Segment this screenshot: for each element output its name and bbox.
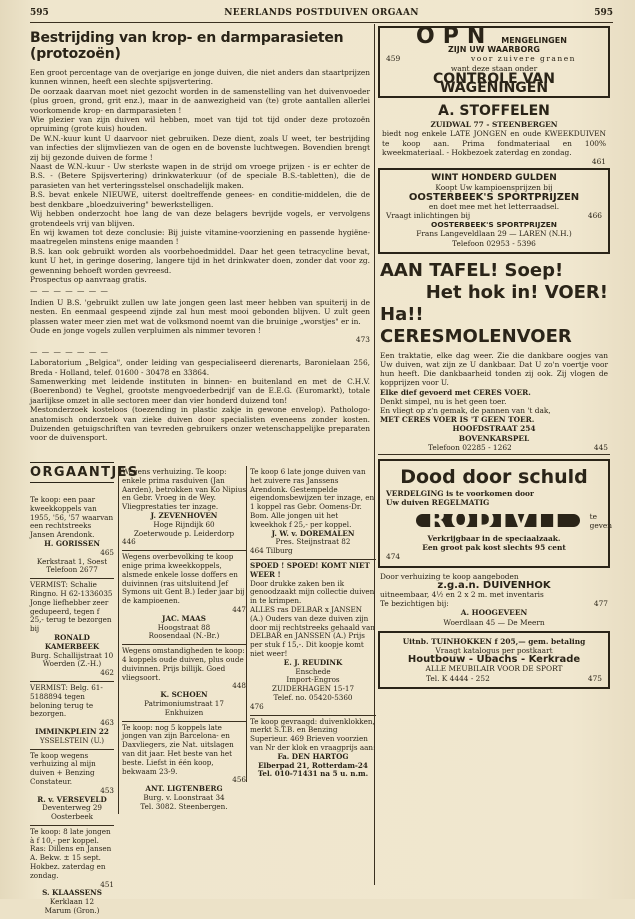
classified-column-3 bbox=[246, 466, 376, 782]
classified-ad: Te koop wegens verhuizing al mijn duiven + Benzing Constateur. 453 R. v. VERSEVELD Deventerweg 29 Oosterbeek bbox=[30, 750, 114, 826]
tuinhok-advertisement: Uitnb. TUINHOKKEN f 205,— gem. betaling Vraagt katalogus per postkaart Houtbouw - Ubachs - Kerkrade ALLE MEUBILAIR VOOR DE SPORT Tel. K 4444 - 252 475 bbox=[378, 631, 610, 689]
opn-brand: OPN bbox=[416, 24, 494, 49]
article-paragraph: Wie plezier van zijn duiven wil hebben, moet van tijd tot tijd onder deze protozoën opruiming (grote kuis) houden. bbox=[30, 115, 370, 134]
article-paragraph: B.S. bevat enkele NIEUWE, uiterst doeltreffende genees- en conditie-middelen, die de best denkbare „bloedzuivering" bewerkstelligen. bbox=[30, 190, 370, 209]
ad-number: 473 bbox=[355, 335, 370, 345]
rodivit-logo: RODIVIT bbox=[416, 514, 580, 527]
article-paragraph: Mestonderzoek kosteloos (toezending in plastic zakje in gewone envelop). Pathologo-anatomisch onderzoek van zieke duiven door specialisten eveneens zonder kosten. Duizenden getuigschriften van tevreden gebruikers onzer wetenschappelijke preparaten voor de duivensport. bbox=[30, 405, 370, 443]
page-header bbox=[30, 8, 613, 23]
classified-ad: VERMIST: Belg. 61-5188894 tegen beloning terug te bezorgen. 463 IMMINKPLEIN 22 YSSELSTEIN (U.) bbox=[30, 682, 114, 750]
classified-column-2 bbox=[118, 466, 246, 814]
journal-title: NEERLANDS POSTDUIVEN ORGAAN bbox=[224, 8, 419, 18]
classified-ad: Te koop: nog 5 koppels late jongen van zijn Barcelona- en Daxvliegers, zie Nat. uitslagen van dit jaar. Het beste van het beste. Liefst in één koop, bekwaam 23-9. 456 ANT. LIGTENBERG Burg. v. Loonstraat 34 Tel. 3082. Steenbergen. bbox=[122, 722, 246, 811]
advertiser-name: H. GORISSEN bbox=[44, 538, 100, 548]
article-paragraph: Oude en jonge vogels zullen verpluimen als nimmer tevoren ! bbox=[30, 325, 261, 335]
classified-ad: Te koop: 8 late jongen à f 10,- per koppel. Ras: Dillens en Jansen A. Bekw. ± 15 sept. Hokbez. zaterdag en zondag. 451 S. KLAASSENS Kerklaan 12 Marum (Gron.) bbox=[30, 826, 114, 916]
opn-advertisement: OPN MENGELINGEN ZIJN UW WAARBORG 459 voor zuivere granen want deze staan onder CONTROLE VAN WAGENINGEN bbox=[378, 26, 610, 98]
article-paragraph: Indien U B.S. 'gebruikt zullen uw late jongen geen last meer hebben van spuiterij in de nesten. En eenmaal gespeend zijnde zal hun mest mooi gebonden blijven. U zult geen plassen water meer zien met wat de volksmond noemt van die bruinige „worstjes" er in. bbox=[30, 297, 370, 326]
advertiser-name: ANT. LIGTENBERG bbox=[145, 784, 223, 794]
classified-ad: SPOED ! SPOED! KOMT NIET WEER ! Door drukke zaken ben ik genoodzaakt mijn collectie duiven in te krimpen. ALLES ras DELBAR x JANSEN (A.) Ouders van deze duiven zijn door mij rechtstreeks gehaald van DELBAR en JANSSEN (A.) Prijs per stuk f 15,-. Dit koopje komt niet weer! E. J. REUDINK Enschede Import-Engros ZUIDERHAGEN 15-17 Telef. no. 05420-5360 476 bbox=[250, 560, 376, 716]
advertiser-name: Fa. DEN HARTOG bbox=[277, 751, 349, 761]
article bbox=[30, 26, 370, 443]
stoffelen-advertisement: A. STOFFELEN ZUIDWAL 77 - STEENBERGEN biedt nog enkele LATE JONGEN en oude KWEEKDUIVEN te koop aan. Prima fondmateriaal en 100% kweekmateriaal. - Hokbezoek zaterdag en zondag. 461 bbox=[382, 103, 606, 167]
classified-ad: Wegens verhuizing. Te koop: enkele prima rasduiven (Jan Aarden), betrokken van Ko Nipius en Gebr. Vroeg in de Wey. Vliegprestaties ter inzage. J. ZEVENHOVEN Hoge Rijndijk 60 Zoeterwoude p. Leiderdorp 446 bbox=[122, 466, 246, 551]
article-paragraph: Prospectus op aanvraag gratis. bbox=[30, 274, 147, 284]
advertiser-name: R. v. VERSEVELD bbox=[37, 794, 107, 804]
classified-ad: VERMIST: Schalie Ringno. H 62-1336035 Jonge liefhebber zeer gedupeerd, tegen f 25,- terug te bezorgen bij RONALD KAMERBEEK Burg. Schallijstraat 10 Woerden (Z.-H.) 462 bbox=[30, 579, 114, 682]
classified-ad: Te koop 6 late jonge duiven van het zuivere ras Janssens Arendonk. Gestempelde eigendomsbewijzen ter inzage, en 1 koppel ras Gebr. Oomens-Dr. Bom. Alle jongen uit het kweekhok f 25,- per koppel. J. W. v. DOREMALEN Pres. Steijnstraat 82 464 Tilburg bbox=[250, 466, 376, 560]
page-number-right: 595 bbox=[594, 8, 613, 18]
orgaantjes-heading: ORGAANTJES bbox=[30, 462, 114, 483]
article-paragraph: Een groot percentage van de overjarige en jonge duiven, die niet anders dan staartprijzen kunnen winnen, heeft een slechte spijsvertering. bbox=[30, 68, 370, 87]
separator: — — — — — — — bbox=[30, 346, 109, 356]
classified-ad: Te koop gevraagd: duivenklokken, merkt S.T.B. en Benzing Superieur. 469 Brieven voorzien van Nr der klok en vraagprijs aan: Fa. DEN HARTOG Elberpad 21, Rotterdam-24 Tel. 010-71431 na 5 u. n.m. bbox=[250, 716, 376, 779]
article-paragraph: En wij kwamen tot deze conclusie: Bij juiste vitamine-voorziening en passende hygiëne-maatregelen minstens enige maanden ! bbox=[30, 227, 370, 247]
article-paragraph: De W.N.-kuur kunt U daarvoor niet gebruiken. Deze dient, zoals U weet, ter bestrijding van infecties der slijmvliezen van de ogen en de bovenste luchtwegen. Bovendien brengt zij bij gezonde duiven de forme ! bbox=[30, 133, 370, 162]
page-number-left: 595 bbox=[30, 8, 49, 18]
separator: — — — — — — — bbox=[30, 286, 109, 296]
advertiser-name: J. ZEVENHOVEN bbox=[150, 510, 218, 520]
article-paragraph: Laboratorium „Belgica", onder leiding van gespecialiseerd dierenarts, Baronielaan 256, Breda - Holland, telef. 01600 - 30478 en 33864. bbox=[30, 358, 370, 377]
advertiser-name: K. SCHOEN bbox=[160, 690, 208, 700]
advertisement-column bbox=[378, 24, 613, 689]
ceresmolenvoer-advertisement: AAN TAFEL! Soep! Het hok in! VOER! Ha!! CERESMOLENVOER Een traktatie, elke dag weer. Zie die dankbare oogjes van Uw duiven, wat zijn ze U dankbaar. Dat U zo'n voertje voor hun heeft. Die dankbaarheid tonden zij ook. Zij vlogen de kopprijzen voor U. Elke dief gevoerd met CERES VOER. Denkt simpel, nu is het geen toer. En vliegt op z'n gemak, de pannen van 't dak, MET CERES VOER IS 'T GEEN TOER. HOOFDSTRAAT 254 BOVENKARSPEL Telefoon 02285 - 1262 445 bbox=[378, 254, 610, 455]
article-heading: Bestrijding van krop- en darmparasieten (protozoën) bbox=[30, 30, 344, 62]
advertiser-name: J. W. v. DOREMALEN bbox=[271, 528, 355, 538]
duivenhok-advertisement: Door verhuizing te koop aangeboden z.g.a.n. DUIVENHOK uitneembaar, 4½ en 2 x 2 m. met inventaris Te bezichtigen bij: 477 A. HOOGEVEEN Woerdlaan 45 — De Meern bbox=[380, 571, 608, 627]
classified-ad: Wegens overbevolking te koop enige prima kweekkoppels, alsmede enkele losse doffers en duivinnen (ras uitsluitend Jef Symons uit Gent B.) Ieder jaar bij de kampioenen. 447 JAC. MAAS Hoogstraat 88 Roosendaal (N.-Br.) bbox=[122, 551, 246, 645]
article-paragraph: Samenwerking met leidende instituten in binnen- en buitenland en met de C.H.V. (Boerenbond) te Veghel, grootste mengvoederbedrijf van de E.E.G. (Euromarkt), totale jaarlijkse omzet in alle sectoren meer dan vier honderd duizend ton! bbox=[30, 377, 370, 405]
orgaantjes-section bbox=[30, 462, 376, 916]
article-paragraph: B.S. kan ook gebruikt worden als voorbehoedmiddel. Daar het geen tetracycline bevat, kunt U het, in geringe dosering, langere tijd in het drinkwater doen, zonder dat voor zg. gewenning behoeft worden gevreesd. bbox=[30, 246, 370, 275]
advertiser-name: S. KLAASSENS bbox=[42, 888, 102, 898]
rodivit-advertisement: Dood door schuld VERDELGING is te voorkomen door Uw duiven REGELMATIG RODIVIT te geven Verkrijgbaar in de speciaalzaak. Een groot pak kost slechts 95 cent 474 bbox=[378, 459, 610, 567]
advertiser-name: RONALD KAMERBEEK bbox=[44, 632, 100, 651]
article-paragraph: Wij hebben onderzocht hoe lang de van deze belagers bevrijde vogels, er vervolgens grotendeels vrij van blijven. bbox=[30, 209, 370, 228]
classified-column-1 bbox=[30, 494, 114, 919]
advertiser-name: JAC. MAAS bbox=[162, 613, 206, 623]
classified-ad: Te koop: een paar kweekkoppels van 1955, '56, '57 waarvan een rechtstreeks Jansen Arendonk. H. GORISSEN 465 Kerkstraat 1, Soest Telefoon 2677 bbox=[30, 494, 114, 579]
article-paragraph: Naast de W.N.-kuur - Uw sterkste wapen in de strijd om vroege prijzen - is er echter de B.S. - (Betere Spijsvertering) drinkwaterkuur (of de speciale B.S.-tabletten), die de parasieten van het verteringsstelsel onschadelijk maken. bbox=[30, 162, 370, 190]
article-paragraph: De oorzaak daarvan moet niet gezocht worden in de samenstelling van het duivenvoeder (plus groen, grond, grit enz.), maar in de aanwezigheid van (te) grote aantallen allerlei voorkomende krop- en darmparasieten ! bbox=[30, 86, 370, 115]
advertiser-name: IMMINKPLEIN 22 bbox=[35, 726, 109, 736]
classified-ad: Wegens omstandigheden te koop: 4 koppels oude duiven, plus oude duivinnen. Prijs billijk. Goed vliegsoort. 448 K. SCHOEN Patrimoniumstraat 17 Enkhuizen bbox=[122, 645, 246, 721]
wint-advertisement: WINT HONDERD GULDEN Koopt Uw kampioensprijzen bij OOSTERBEEK'S SPORTPRIJZEN en doet mee met het letterraadsel. Vraagt inlichtingen bij 466 OOSTERBEEK'S SPORTPRIJZEN Frans Langeveldlaan 29 — LAREN (N.H.) Telefoon 02953 - 5396 bbox=[378, 168, 610, 254]
advertiser-name: E. J. REUDINK bbox=[283, 657, 343, 667]
